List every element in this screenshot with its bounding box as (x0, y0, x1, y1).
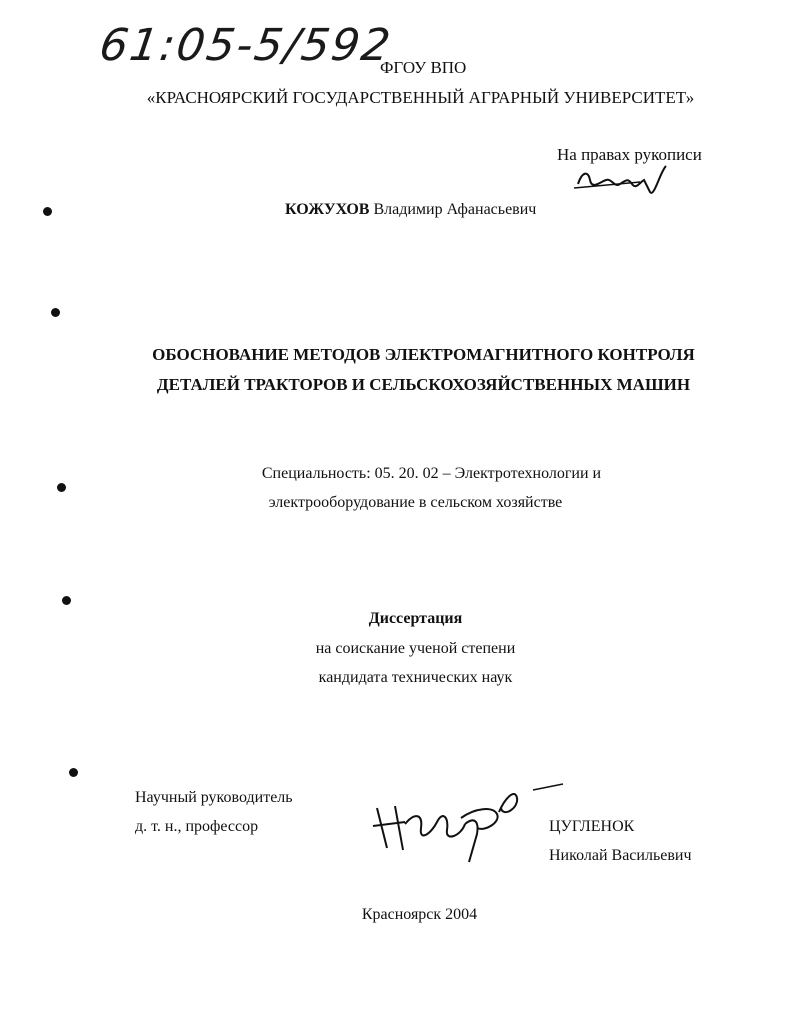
supervisor-given-names: Николай Васильевич (549, 847, 692, 864)
binding-hole-mark (69, 768, 78, 777)
archive-number-handwritten: 61:05-5/592 (96, 20, 396, 71)
author-signature (570, 162, 680, 207)
binding-hole-mark (51, 308, 60, 317)
author-name (285, 201, 536, 219)
binding-hole-mark (62, 596, 71, 605)
specialty-line1: Специальность: 05. 20. 02 – Электротехнологии и (261, 465, 602, 482)
dissertation-degree-line1: на соискание ученой степени (315, 640, 516, 657)
supervisor-role-line2: д. т. н., профессор (135, 818, 259, 835)
university-name: «КРАСНОЯРСКИЙ ГОСУДАРСТВЕННЫЙ АГРАРНЫЙ УНИВЕРСИТЕТ» (146, 88, 695, 107)
supervisor-role-line1: Научный руководитель (135, 789, 293, 806)
thesis-title-line1: ОБОСНОВАНИЕ МЕТОДОВ ЭЛЕКТРОМАГНИТНОГО КОНТРОЛЯ (152, 345, 695, 364)
supervisor-signature (365, 778, 565, 868)
dissertation-heading: Диссертация (368, 610, 463, 627)
thesis-title-line2: ДЕТАЛЕЙ ТРАКТОРОВ И СЕЛЬСКОХОЗЯЙСТВЕННЫХ МАШИН (156, 375, 691, 394)
author-surname: КОЖУХОВ (285, 201, 370, 218)
specialty-line2: электрооборудование в сельском хозяйстве (268, 494, 563, 511)
binding-hole-mark (57, 483, 66, 492)
rights-note: На правах рукописи (557, 145, 702, 164)
institution-type: ФГОУ ВПО (380, 58, 467, 77)
dissertation-degree-line2: кандидата технических наук (318, 669, 513, 686)
city-year: Красноярск 2004 (361, 906, 478, 923)
supervisor-surname: ЦУГЛЕНОК (549, 818, 635, 835)
binding-hole-mark (43, 207, 52, 216)
author-given-names: Владимир Афанасьевич (373, 201, 537, 218)
